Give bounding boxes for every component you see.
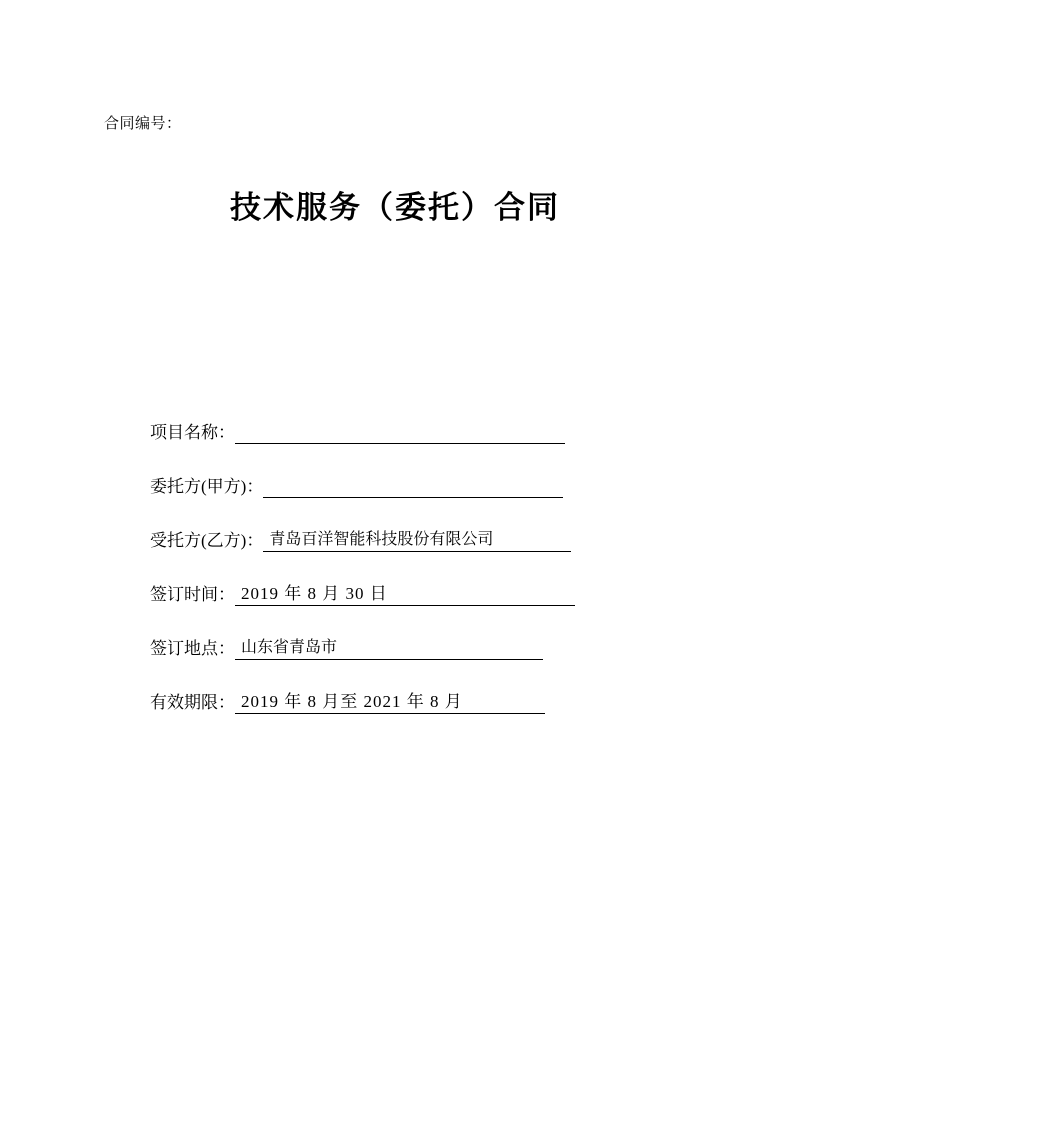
field-project-name	[150, 390, 790, 444]
field-value-party-a[interactable]	[263, 475, 563, 498]
field-value-party-b[interactable]: 青岛百洋智能科技股份有限公司	[263, 529, 571, 552]
field-label-sign-date: 签订时间：	[150, 585, 235, 604]
field-label-party-b: 受托方(乙方)：	[150, 531, 264, 550]
contract-fields	[150, 390, 790, 714]
field-sign-date	[150, 552, 790, 606]
field-value-sign-place[interactable]: 山东省青岛市	[235, 637, 543, 660]
contract-number-label: 合同编号：	[104, 115, 182, 132]
field-value-valid-term[interactable]: 2019 年 8 月至 2021 年 8 月	[235, 691, 545, 714]
field-valid-term	[150, 660, 790, 714]
field-label-sign-place: 签订地点：	[150, 639, 235, 658]
field-label-project-name: 项目名称：	[150, 423, 235, 442]
field-party-b	[150, 498, 790, 552]
field-label-valid-term: 有效期限：	[150, 693, 235, 712]
field-party-a	[150, 444, 790, 498]
field-sign-place	[150, 606, 790, 660]
field-label-party-a: 委托方(甲方)：	[150, 477, 264, 496]
field-value-project-name[interactable]	[235, 421, 565, 444]
field-value-sign-date[interactable]: 2019 年 8 月 30 日	[235, 583, 575, 606]
page-title: 技术服务（委托）合同	[230, 190, 560, 225]
